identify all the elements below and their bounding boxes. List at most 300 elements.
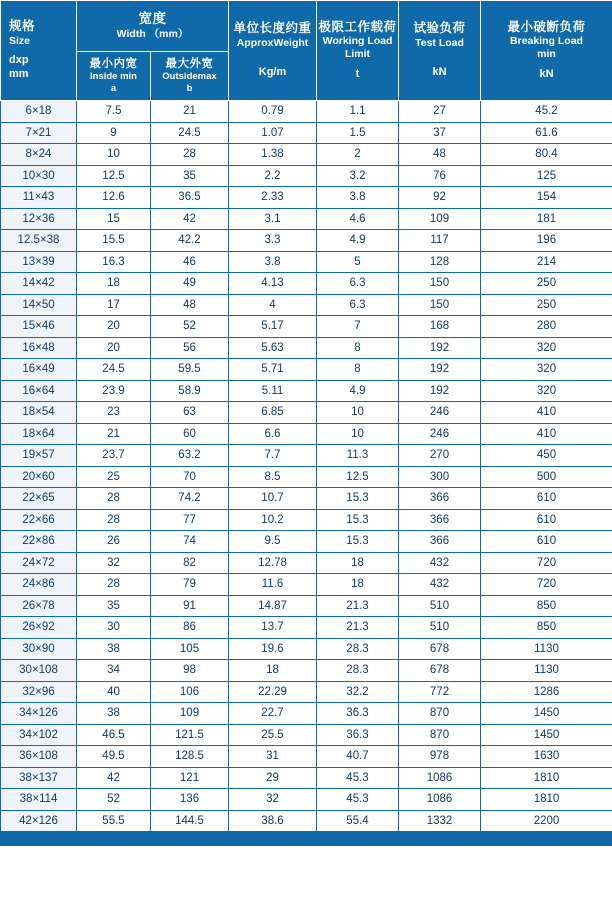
cell-value: 870 (399, 703, 481, 725)
cell-value: 45.3 (317, 767, 399, 789)
cell-value: 63 (151, 402, 229, 424)
table-row (1, 187, 612, 209)
cell-value: 5.17 (229, 316, 317, 338)
cell-size: 16×64 (1, 380, 77, 402)
table-row (1, 789, 612, 811)
cell-value: 18 (317, 574, 399, 596)
cell-value: 720 (481, 574, 612, 596)
cell-value: 32.2 (317, 681, 399, 703)
cell-value: 23 (77, 402, 151, 424)
cell-value: 15.3 (317, 531, 399, 553)
cell-value: 3.1 (229, 208, 317, 230)
header-outside-max-cn: 最大外宽 (165, 57, 214, 70)
header-size-unit2: mm (9, 67, 29, 80)
header-outside-max-en: Outsidemax (162, 71, 217, 83)
header-breaking-load-cn: 最小破断负荷 (507, 19, 586, 34)
cell-value: 4.13 (229, 273, 317, 295)
cell-value: 2 (317, 144, 399, 166)
table-row (1, 294, 612, 316)
cell-size: 38×137 (1, 767, 77, 789)
cell-value: 10.7 (229, 488, 317, 510)
cell-size: 14×42 (1, 273, 77, 295)
cell-value: 136 (151, 789, 229, 811)
cell-value: 10.2 (229, 509, 317, 531)
cell-value: 42 (151, 208, 229, 230)
cell-value: 610 (481, 488, 612, 510)
cell-value: 34 (77, 660, 151, 682)
cell-value: 55.5 (77, 810, 151, 832)
cell-value: 366 (399, 531, 481, 553)
cell-value: 32 (77, 552, 151, 574)
cell-value: 45.2 (481, 101, 612, 123)
cell-value: 82 (151, 552, 229, 574)
header-inside-min (77, 52, 151, 101)
cell-value: 128.5 (151, 746, 229, 768)
cell-value: 1450 (481, 724, 612, 746)
cell-value: 24.5 (151, 122, 229, 144)
cell-value: 4 (229, 294, 317, 316)
cell-value: 46 (151, 251, 229, 273)
cell-size: 26×92 (1, 617, 77, 639)
cell-value: 35 (77, 595, 151, 617)
cell-size: 38×114 (1, 789, 77, 811)
cell-value: 270 (399, 445, 481, 467)
header-weight (229, 1, 317, 101)
header-inside-min-cn: 最小内宽 (89, 57, 138, 70)
cell-value: 16.3 (77, 251, 151, 273)
cell-value: 7 (317, 316, 399, 338)
cell-value: 5.63 (229, 337, 317, 359)
cell-value: 4.6 (317, 208, 399, 230)
cell-value: 192 (399, 359, 481, 381)
cell-value: 3.3 (229, 230, 317, 252)
cell-value: 246 (399, 423, 481, 445)
cell-size: 24×86 (1, 574, 77, 596)
cell-value: 22.7 (229, 703, 317, 725)
cell-value: 2200 (481, 810, 612, 832)
cell-value: 125 (481, 165, 612, 187)
cell-size: 26×78 (1, 595, 77, 617)
table-row (1, 208, 612, 230)
cell-size: 34×102 (1, 724, 77, 746)
cell-value: 3.8 (229, 251, 317, 273)
cell-value: 196 (481, 230, 612, 252)
cell-value: 17 (77, 294, 151, 316)
cell-value: 6.6 (229, 423, 317, 445)
cell-value: 92 (399, 187, 481, 209)
cell-value: 29 (229, 767, 317, 789)
header-size-cn: 规格 (9, 19, 36, 34)
cell-size: 6×18 (1, 101, 77, 123)
header-width-en: Width （mm） (116, 27, 189, 40)
table-row (1, 251, 612, 273)
cell-value: 117 (399, 230, 481, 252)
header-size-en: Size (9, 35, 31, 47)
cell-value: 250 (481, 273, 612, 295)
cell-value: 106 (151, 681, 229, 703)
cell-value: 12.6 (77, 187, 151, 209)
header-working-load-en2: Limit (344, 48, 371, 61)
cell-value: 432 (399, 552, 481, 574)
table-row (1, 531, 612, 553)
header-working-load-unit: t (355, 67, 360, 80)
cell-value: 14.87 (229, 595, 317, 617)
cell-size: 19×57 (1, 445, 77, 467)
cell-value: 1.5 (317, 122, 399, 144)
cell-value: 40.7 (317, 746, 399, 768)
cell-value: 98 (151, 660, 229, 682)
header-test-load-cn: 试验负荷 (413, 21, 466, 36)
cell-value: 28 (151, 144, 229, 166)
cell-value: 214 (481, 251, 612, 273)
cell-value: 48 (151, 294, 229, 316)
cell-size: 30×108 (1, 660, 77, 682)
cell-value: 19.6 (229, 638, 317, 660)
cell-value: 28 (77, 509, 151, 531)
cell-value: 610 (481, 509, 612, 531)
cell-value: 8 (317, 337, 399, 359)
cell-value: 4.9 (317, 380, 399, 402)
cell-value: 1286 (481, 681, 612, 703)
cell-value: 30 (77, 617, 151, 639)
cell-value: 36.5 (151, 187, 229, 209)
cell-value: 978 (399, 746, 481, 768)
cell-value: 21.3 (317, 595, 399, 617)
header-weight-cn: 单位长度约重 (233, 21, 312, 36)
cell-value: 1810 (481, 767, 612, 789)
cell-value: 55.4 (317, 810, 399, 832)
cell-value: 9.5 (229, 531, 317, 553)
cell-value: 3.2 (317, 165, 399, 187)
cell-value: 10 (317, 402, 399, 424)
cell-value: 23.9 (77, 380, 151, 402)
table-row (1, 273, 612, 295)
cell-value: 70 (151, 466, 229, 488)
footer-bar (0, 832, 612, 846)
cell-size: 24×72 (1, 552, 77, 574)
cell-value: 12.5 (77, 165, 151, 187)
table-row (1, 638, 612, 660)
cell-value: 38 (77, 703, 151, 725)
cell-value: 1.38 (229, 144, 317, 166)
cell-value: 38 (77, 638, 151, 660)
cell-value: 870 (399, 724, 481, 746)
cell-value: 31 (229, 746, 317, 768)
cell-value: 37 (399, 122, 481, 144)
cell-size: 22×65 (1, 488, 77, 510)
table-row (1, 101, 612, 123)
cell-value: 246 (399, 402, 481, 424)
cell-size: 16×48 (1, 337, 77, 359)
cell-size: 8×24 (1, 144, 77, 166)
cell-value: 772 (399, 681, 481, 703)
cell-value: 76 (399, 165, 481, 187)
cell-value: 181 (481, 208, 612, 230)
table-row (1, 810, 612, 832)
cell-value: 28 (77, 574, 151, 596)
table-row (1, 359, 612, 381)
header-size-unit: dxp (9, 54, 29, 67)
cell-value: 3.8 (317, 187, 399, 209)
cell-value: 27 (399, 101, 481, 123)
cell-value: 2.33 (229, 187, 317, 209)
cell-value: 1332 (399, 810, 481, 832)
cell-value: 12.78 (229, 552, 317, 574)
cell-size: 18×64 (1, 423, 77, 445)
cell-value: 42 (77, 767, 151, 789)
cell-size: 7×21 (1, 122, 77, 144)
cell-value: 121 (151, 767, 229, 789)
cell-size: 30×90 (1, 638, 77, 660)
cell-value: 1.07 (229, 122, 317, 144)
cell-value: 49.5 (77, 746, 151, 768)
cell-value: 410 (481, 402, 612, 424)
cell-value: 91 (151, 595, 229, 617)
cell-value: 46.5 (77, 724, 151, 746)
cell-value: 52 (77, 789, 151, 811)
table-row (1, 552, 612, 574)
cell-value: 7.5 (77, 101, 151, 123)
table-row (1, 509, 612, 531)
cell-value: 10 (317, 423, 399, 445)
cell-size: 22×86 (1, 531, 77, 553)
cell-value: 250 (481, 294, 612, 316)
cell-value: 280 (481, 316, 612, 338)
cell-value: 150 (399, 294, 481, 316)
cell-value: 79 (151, 574, 229, 596)
cell-value: 192 (399, 337, 481, 359)
cell-value: 109 (151, 703, 229, 725)
cell-value: 15.3 (317, 509, 399, 531)
table-row (1, 230, 612, 252)
cell-value: 678 (399, 638, 481, 660)
cell-value: 410 (481, 423, 612, 445)
cell-value: 0.79 (229, 101, 317, 123)
cell-value: 24.5 (77, 359, 151, 381)
cell-value: 1.1 (317, 101, 399, 123)
cell-value: 6.3 (317, 273, 399, 295)
cell-value: 320 (481, 337, 612, 359)
table-row (1, 703, 612, 725)
cell-value: 25.5 (229, 724, 317, 746)
table-row (1, 445, 612, 467)
cell-value: 80.4 (481, 144, 612, 166)
cell-value: 109 (399, 208, 481, 230)
table-row (1, 380, 612, 402)
cell-value: 5.71 (229, 359, 317, 381)
cell-value: 86 (151, 617, 229, 639)
table-row (1, 574, 612, 596)
cell-value: 192 (399, 380, 481, 402)
header-breaking-load-en2: min (537, 48, 556, 61)
cell-size: 42×126 (1, 810, 77, 832)
header-weight-en: ApproxWeight (236, 36, 309, 49)
cell-value: 18 (77, 273, 151, 295)
table-row (1, 466, 612, 488)
cell-value: 154 (481, 187, 612, 209)
cell-value: 52 (151, 316, 229, 338)
cell-size: 36×108 (1, 746, 77, 768)
cell-value: 6.85 (229, 402, 317, 424)
table-row (1, 724, 612, 746)
table-row (1, 767, 612, 789)
cell-value: 28.3 (317, 638, 399, 660)
table-row (1, 337, 612, 359)
cell-value: 42.2 (151, 230, 229, 252)
cell-value: 40 (77, 681, 151, 703)
cell-value: 5.11 (229, 380, 317, 402)
cell-value: 4.9 (317, 230, 399, 252)
cell-value: 20 (77, 337, 151, 359)
cell-value: 60 (151, 423, 229, 445)
cell-value: 74.2 (151, 488, 229, 510)
header-test-load-en: Test Load (415, 36, 464, 49)
cell-value: 366 (399, 488, 481, 510)
cell-size: 15×46 (1, 316, 77, 338)
cell-value: 15.5 (77, 230, 151, 252)
table-row (1, 660, 612, 682)
header-weight-unit: Kg/m (258, 66, 287, 78)
cell-size: 12×36 (1, 208, 77, 230)
cell-value: 1630 (481, 746, 612, 768)
cell-value: 48 (399, 144, 481, 166)
header-width-cn: 宽度 (138, 11, 167, 26)
cell-value: 2.2 (229, 165, 317, 187)
cell-size: 18×54 (1, 402, 77, 424)
cell-value: 8 (317, 359, 399, 381)
cell-value: 63.2 (151, 445, 229, 467)
cell-size: 13×39 (1, 251, 77, 273)
cell-value: 45.3 (317, 789, 399, 811)
cell-value: 432 (399, 574, 481, 596)
cell-value: 105 (151, 638, 229, 660)
cell-value: 36.3 (317, 703, 399, 725)
header-breaking-load-en: Breaking Load (510, 35, 583, 48)
cell-value: 128 (399, 251, 481, 273)
table-body (1, 101, 612, 832)
cell-value: 1130 (481, 638, 612, 660)
cell-value: 1450 (481, 703, 612, 725)
cell-value: 300 (399, 466, 481, 488)
header-width (77, 1, 229, 52)
cell-value: 15 (77, 208, 151, 230)
cell-value: 510 (399, 617, 481, 639)
header-working-load-en: Working Load (322, 35, 393, 48)
cell-size: 12.5×38 (1, 230, 77, 252)
cell-value: 77 (151, 509, 229, 531)
cell-value: 11.3 (317, 445, 399, 467)
cell-value: 7.7 (229, 445, 317, 467)
table-row (1, 423, 612, 445)
header-size (1, 1, 77, 101)
table-row (1, 617, 612, 639)
cell-value: 678 (399, 660, 481, 682)
cell-size: 20×60 (1, 466, 77, 488)
cell-value: 1086 (399, 767, 481, 789)
table-row (1, 402, 612, 424)
cell-value: 5 (317, 251, 399, 273)
table-row (1, 746, 612, 768)
header-inside-min-unit: a (110, 83, 117, 95)
cell-value: 18 (317, 552, 399, 574)
cell-value: 720 (481, 552, 612, 574)
header-test-load (399, 1, 481, 101)
cell-value: 23.7 (77, 445, 151, 467)
cell-value: 49 (151, 273, 229, 295)
cell-value: 21 (151, 101, 229, 123)
cell-size: 11×43 (1, 187, 77, 209)
cell-value: 58.9 (151, 380, 229, 402)
cell-value: 22.29 (229, 681, 317, 703)
header-test-load-unit: kN (432, 66, 447, 78)
cell-value: 150 (399, 273, 481, 295)
cell-size: 14×50 (1, 294, 77, 316)
cell-value: 74 (151, 531, 229, 553)
header-working-load (317, 1, 399, 101)
cell-value: 28 (77, 488, 151, 510)
cell-value: 6.3 (317, 294, 399, 316)
cell-value: 510 (399, 595, 481, 617)
table-row (1, 165, 612, 187)
cell-value: 25 (77, 466, 151, 488)
table-row (1, 681, 612, 703)
cell-size: 22×66 (1, 509, 77, 531)
cell-value: 121.5 (151, 724, 229, 746)
header-outside-max (151, 52, 229, 101)
table-row (1, 122, 612, 144)
cell-value: 366 (399, 509, 481, 531)
cell-value: 13.7 (229, 617, 317, 639)
cell-value: 8.5 (229, 466, 317, 488)
cell-value: 320 (481, 359, 612, 381)
cell-size: 10×30 (1, 165, 77, 187)
cell-size: 16×49 (1, 359, 77, 381)
cell-value: 28.3 (317, 660, 399, 682)
cell-value: 21 (77, 423, 151, 445)
cell-value: 320 (481, 380, 612, 402)
cell-value: 11.6 (229, 574, 317, 596)
header-breaking-load (481, 1, 612, 101)
header-breaking-load-unit: kN (539, 67, 554, 80)
table-row (1, 488, 612, 510)
cell-value: 35 (151, 165, 229, 187)
cell-value: 1810 (481, 789, 612, 811)
header-inside-min-en: Inside min (90, 71, 137, 83)
cell-value: 36.3 (317, 724, 399, 746)
cell-value: 38.6 (229, 810, 317, 832)
cell-value: 26 (77, 531, 151, 553)
cell-value: 500 (481, 466, 612, 488)
header-working-load-cn: 极限工作载荷 (318, 19, 397, 34)
header-outside-max-unit: b (186, 83, 193, 95)
cell-value: 168 (399, 316, 481, 338)
cell-value: 10 (77, 144, 151, 166)
cell-value: 850 (481, 595, 612, 617)
cell-value: 21.3 (317, 617, 399, 639)
cell-value: 1130 (481, 660, 612, 682)
cell-value: 32 (229, 789, 317, 811)
cell-value: 610 (481, 531, 612, 553)
cell-value: 18 (229, 660, 317, 682)
cell-value: 12.5 (317, 466, 399, 488)
cell-value: 56 (151, 337, 229, 359)
table-row (1, 316, 612, 338)
cell-value: 1086 (399, 789, 481, 811)
cell-value: 15.3 (317, 488, 399, 510)
cell-value: 144.5 (151, 810, 229, 832)
cell-size: 34×126 (1, 703, 77, 725)
table-row (1, 595, 612, 617)
